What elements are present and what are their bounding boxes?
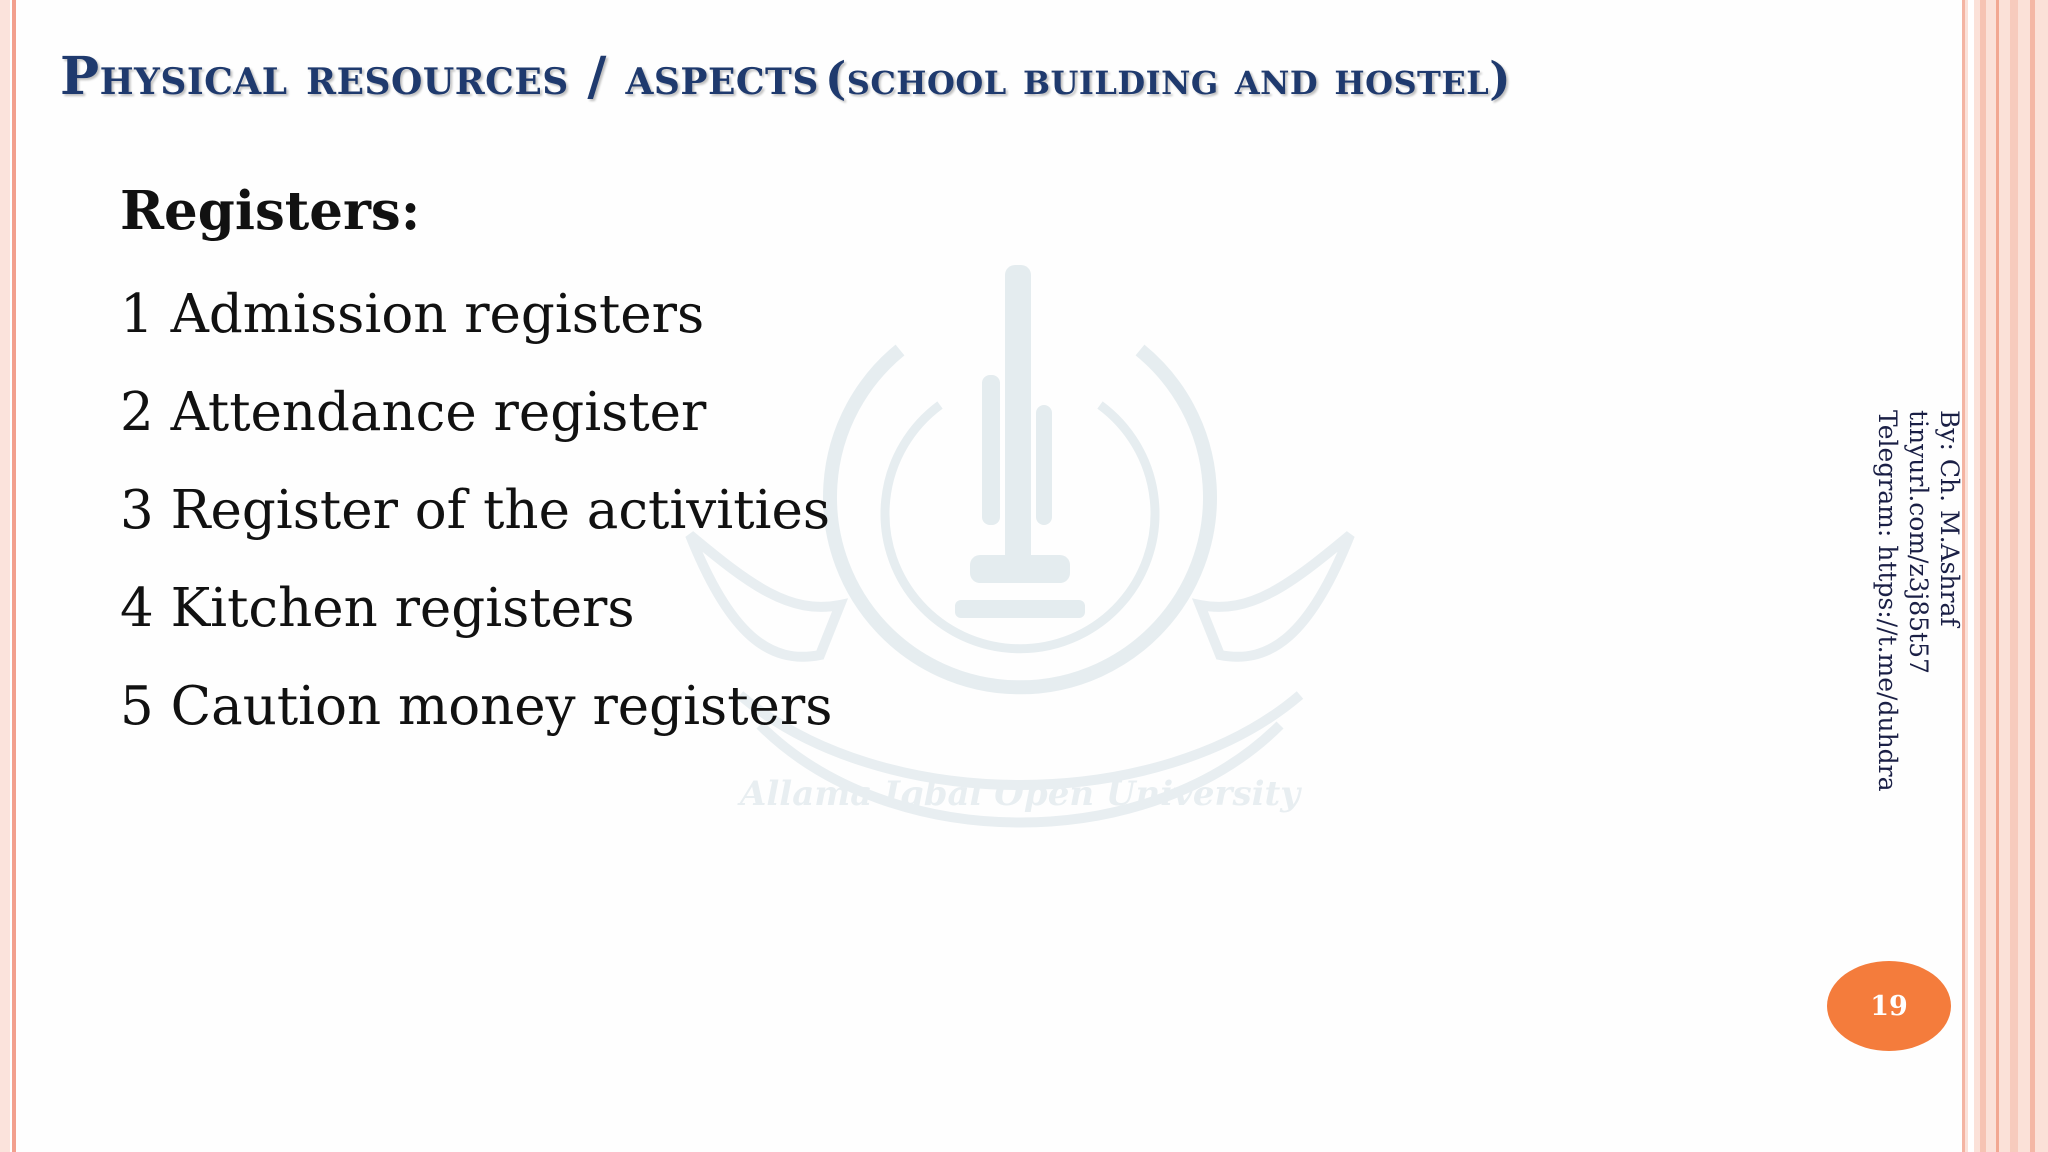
slide-title <box>60 46 1920 107</box>
list-item: 1 Admission registers <box>120 284 705 345</box>
credit-url: tinyurl.com/z3j85t57 <box>1904 410 1933 674</box>
right-border-line <box>2030 0 2035 1152</box>
registers-list <box>120 270 832 760</box>
svg-text:Allama Iqbal Open University: Allama Iqbal Open University <box>739 774 1301 814</box>
left-border-line <box>12 0 16 1152</box>
page-number: 19 <box>1870 990 1908 1022</box>
right-border-line <box>1968 0 1974 1152</box>
title-main: Physical resources / aspects <box>60 46 819 107</box>
right-border-line <box>2010 0 2018 1152</box>
right-border <box>1962 0 2048 1152</box>
list-item: 4 Kitchen registers <box>120 578 635 639</box>
list-item: 5 Caution money registers <box>120 676 833 737</box>
title-sub: (school building and hostel) <box>824 52 1512 105</box>
credit-author: By: Ch. M.Ashraf <box>1935 410 1964 627</box>
list-item: 3 Register of the activities <box>120 480 831 541</box>
page-number-badge <box>1827 961 1951 1051</box>
right-border-line <box>1996 0 1999 1152</box>
author-credit <box>1873 410 1965 792</box>
left-border <box>0 0 10 1152</box>
registers-heading: Registers: <box>120 180 421 242</box>
list-item: 2 Attendance register <box>120 382 707 443</box>
credit-telegram: Telegram: https://t.me/duhdra <box>1873 410 1902 792</box>
right-border-line <box>1980 0 1986 1152</box>
